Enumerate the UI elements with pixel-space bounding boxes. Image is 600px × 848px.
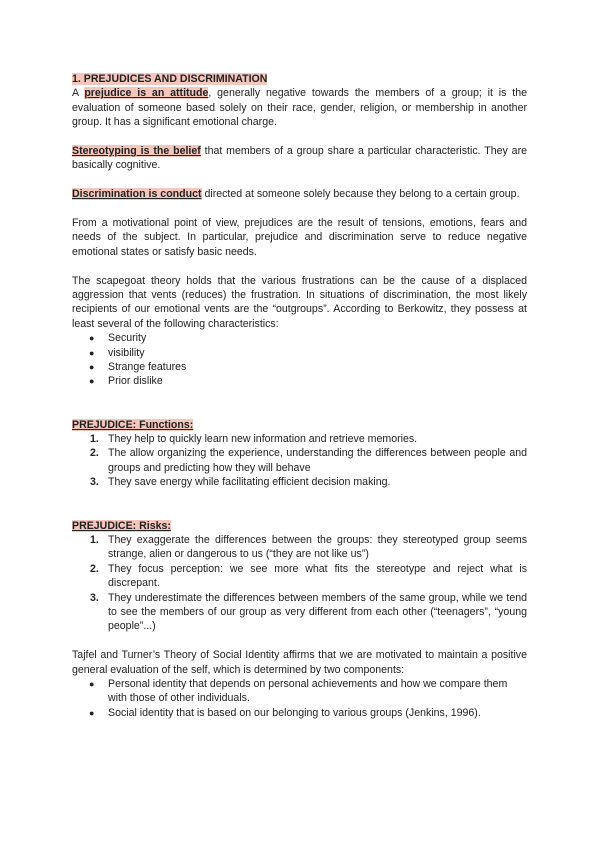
list-item-text: Social identity that is based on our belonging to various groups (Jenkins, 1996). — [108, 706, 481, 719]
discrimination-definition — [72, 187, 527, 201]
list-item-text: They exaggerate the differences between the groups: they stereotyped group seems strange, alien or dangerous to us (“they are not like us”) — [108, 533, 527, 561]
list-item — [72, 331, 527, 345]
functions-heading — [72, 418, 527, 432]
number-label: 2. — [90, 447, 99, 460]
bullet-icon: ● — [89, 347, 95, 358]
list-item-text: They help to quickly learn new information and retrieve memories. — [108, 433, 418, 446]
risks-title: PREJUDICE: Risks: — [72, 519, 171, 532]
stereotyping-definition — [72, 144, 527, 173]
social-identity-paragraph: Tajfel and Turner’s Theory of Social Identity affirms that we are motivated to maintain a positive general evaluation of the self, which is determined by two components: — [72, 649, 527, 676]
list-item — [72, 432, 527, 446]
term-prejudice: prejudice is an attitude — [84, 87, 209, 100]
list-item-text: They focus perception: we see more what fits the stereotype and reject what is discrepant. — [108, 562, 527, 590]
list-item — [72, 591, 527, 634]
document-page — [72, 72, 527, 720]
list-item — [72, 446, 527, 475]
list-item — [72, 374, 527, 388]
list-item-text: The allow organizing the experience, understanding the differences between people and groups and predicting how they will behave — [108, 447, 527, 474]
number-label: 1. — [90, 433, 99, 446]
identity-list — [72, 677, 527, 720]
p1-text: , generally negative towards the members of a group; it is the evaluation of someone based solely on their race, gender, religion, or membership in another group. It has a significant emotional charge. — [72, 87, 527, 129]
bullet-icon: ● — [89, 333, 95, 344]
list-item-text: Prior dislike — [108, 375, 163, 388]
list-item — [72, 706, 527, 720]
list-item — [72, 346, 527, 360]
motivational-paragraph: From a motivational point of view, prejudices are the result of tensions, emotions, fears and needs of the subject. In particular, prejudice and discrimination serve to reduce negative emotional states or satisfy basic needs. — [72, 217, 527, 258]
term-discrimination: Discrimination is conduct — [72, 188, 202, 201]
list-item-text: visibility — [108, 346, 145, 359]
number-label: 3. — [90, 591, 99, 604]
number-label: 3. — [90, 476, 99, 489]
functions-list — [72, 432, 527, 490]
risks-heading — [72, 519, 527, 533]
list-item-text: They save energy while facilitating efficient decision making. — [108, 476, 391, 489]
scapegoat-paragraph: The scapegoat theory holds that the various frustrations can be the cause of a displaced aggression that vents (reduces) the frustration. In situations of discrimination, the most likely recipients of our emotional vents are the “outgroups”. According to Berkowitz, they possess at least several of the following characteristics: — [72, 274, 527, 330]
list-item-text: Security — [108, 332, 147, 345]
p1-prefix: A — [72, 87, 85, 100]
list-item-text: They underestimate the differences between members of the same group, while we tend to see the members of our group as very different from each other (“teenagers”, “young people”...) — [108, 591, 527, 633]
number-label: 1. — [90, 533, 99, 546]
risks-list — [72, 533, 527, 634]
list-item — [72, 562, 527, 591]
bullet-icon: ● — [89, 707, 95, 718]
section-title-text: 1. PREJUDICES AND DISCRIMINATION — [72, 73, 268, 85]
list-item-text: Strange features — [108, 361, 187, 374]
number-label: 2. — [90, 562, 99, 575]
term-stereotyping: Stereotyping is the belief — [72, 145, 201, 158]
list-item — [72, 533, 527, 562]
p3-text: directed at someone solely because they belong to a certain group. — [201, 188, 520, 201]
bullet-icon: ● — [89, 376, 95, 387]
list-item-text: Personal identity that depends on personal achievements and how we compare them with those of other individuals. — [108, 677, 508, 705]
prejudice-definition — [72, 86, 527, 129]
characteristics-list — [72, 331, 527, 389]
functions-title: PREJUDICE: Functions: — [72, 418, 194, 431]
list-item — [72, 360, 527, 374]
list-item — [72, 475, 527, 489]
bullet-icon: ● — [89, 362, 95, 373]
list-item — [72, 677, 527, 706]
p2-text: that members of a group share a particular characteristic. They are basically cognitive. — [72, 145, 527, 172]
section-title — [72, 72, 527, 86]
bullet-icon: ● — [89, 678, 95, 689]
